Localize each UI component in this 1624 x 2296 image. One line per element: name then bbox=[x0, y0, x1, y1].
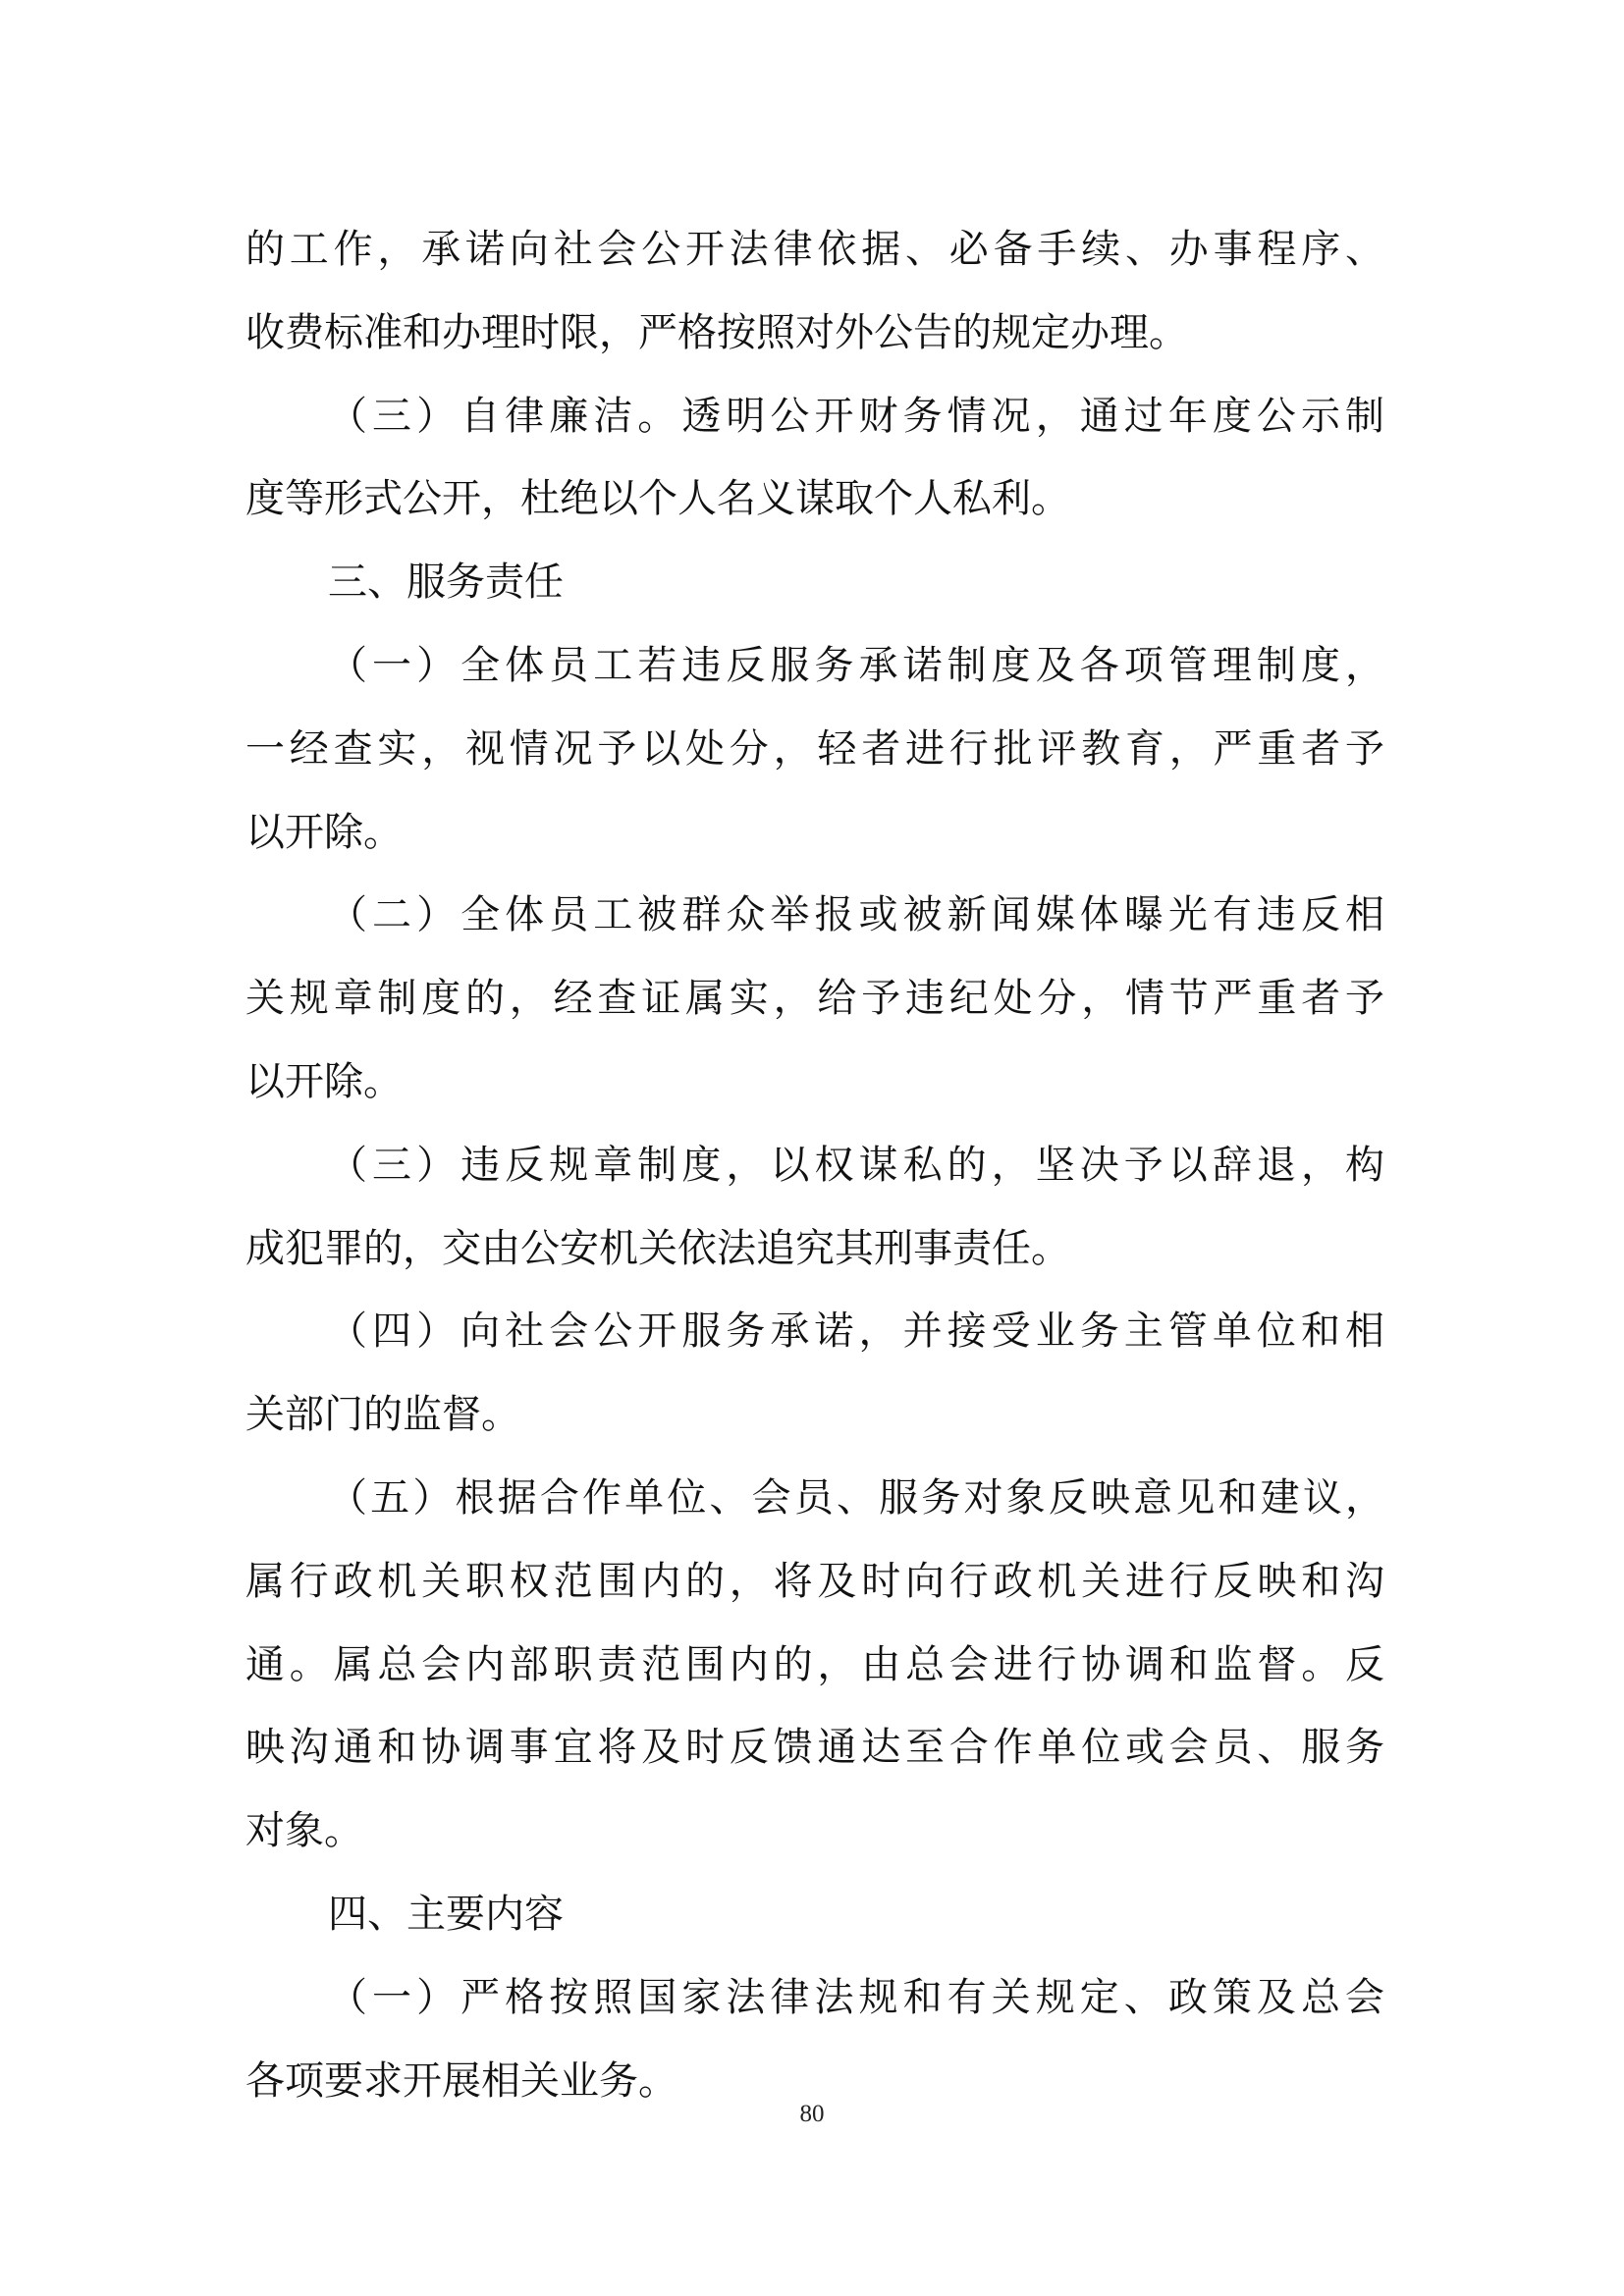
text-line: 三、服务责任 bbox=[328, 560, 564, 606]
text-line: 以开除。 bbox=[245, 809, 403, 855]
body-text bbox=[245, 208, 1384, 2122]
text-line: 映沟通和协调事宜将及时反馈通达至合作单位或会员、服务 bbox=[245, 1725, 1384, 1771]
text-line: 属行政机关职权范围内的，将及时向行政机关进行反映和沟 bbox=[245, 1558, 1384, 1604]
text-line: （三）自律廉洁。透明公开财务情况，通过年度公示制 bbox=[328, 393, 1384, 439]
text-line: 通。属总会内部职责范围内的，由总会进行协调和监督。反 bbox=[245, 1641, 1384, 1687]
text-line: （一）全体员工若违反服务承诺制度及各项管理制度， bbox=[328, 642, 1384, 688]
text-line: 关规章制度的，经查证属实，给予违纪处分，情节严重者予 bbox=[245, 976, 1384, 1022]
text-line: 对象。 bbox=[245, 1808, 363, 1854]
text-line: 收费标准和办理时限，严格按照对外公告的规定办理。 bbox=[245, 309, 1188, 355]
text-line: （一）严格按照国家法律法规和有关规定、政策及总会 bbox=[328, 1974, 1384, 2020]
text-line: 成犯罪的，交由公安机关依法追究其刑事责任。 bbox=[245, 1225, 1070, 1271]
text-line: 关部门的监督。 bbox=[245, 1392, 520, 1438]
text-line: （三）违反规章制度，以权谋私的，坚决予以辞退，构 bbox=[328, 1142, 1384, 1188]
text-line: 的工作，承诺向社会公开法律依据、必备手续、办事程序、 bbox=[245, 227, 1384, 272]
text-line: 度等形式公开，杜绝以个人名义谋取个人私利。 bbox=[245, 476, 1070, 522]
page-number: 80 bbox=[799, 2101, 825, 2127]
text-line: 一经查实，视情况予以处分，轻者进行批评教育，严重者予 bbox=[245, 725, 1384, 772]
text-line: （五）根据合作单位、会员、服务对象反映意见和建议， bbox=[328, 1474, 1384, 1521]
text-line: （二）全体员工被群众举报或被新闻媒体曝光有违反相 bbox=[328, 892, 1384, 938]
text-line: 以开除。 bbox=[245, 1058, 403, 1104]
text-line: （四）向社会公开服务承诺，并接受业务主管单位和相 bbox=[328, 1308, 1384, 1355]
text-line: 四、主要内容 bbox=[328, 1891, 564, 1937]
text-line: 各项要求开展相关业务。 bbox=[245, 2057, 677, 2104]
